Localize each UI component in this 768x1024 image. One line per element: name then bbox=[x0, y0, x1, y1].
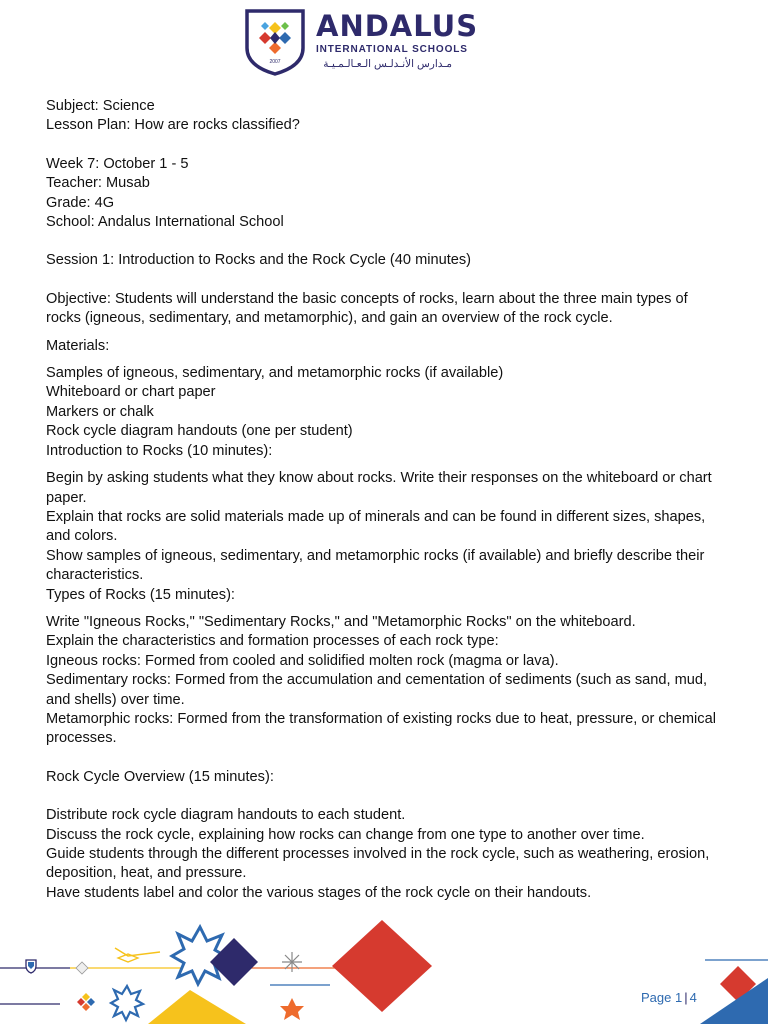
brand-block bbox=[316, 10, 478, 71]
materials-item: Samples of igneous, sedimentary, and metamorphic rocks (if available) bbox=[46, 365, 504, 382]
orange-star-icon bbox=[280, 998, 304, 1020]
shield-year: 2007 bbox=[269, 59, 281, 65]
asterisk-icon bbox=[282, 952, 302, 972]
cycle-item: Have students label and color the various stages of the rock cycle on their handouts. bbox=[46, 884, 592, 901]
page-label: Page bbox=[641, 990, 672, 1005]
rosette-icon bbox=[77, 993, 95, 1011]
session-title: Session 1: Introduction to Rocks and the Rock Cycle (40 minutes) bbox=[46, 252, 472, 269]
materials-item: Markers or chalk bbox=[46, 403, 154, 420]
week-line: Week 7: October 1 - 5 bbox=[46, 155, 189, 172]
school-line: School: Andalus International School bbox=[46, 214, 284, 231]
cycle-item: Distribute rock cycle diagram handouts to each student. bbox=[46, 807, 406, 824]
brand-name: ANDALUS bbox=[316, 9, 479, 43]
cycle-heading: Rock Cycle Overview (15 minutes): bbox=[46, 768, 274, 785]
red-diamond bbox=[332, 920, 432, 1012]
materials-heading: Materials: bbox=[46, 337, 110, 354]
page-current: 1 bbox=[675, 990, 683, 1005]
teacher-line: Teacher: Musab bbox=[46, 175, 150, 192]
types-item: Sedimentary rocks: Formed from the accumulation and cementation of sediments (such as sand, mud, and shells) over time. bbox=[46, 672, 712, 708]
types-item: Igneous rocks: Formed from cooled and solidified molten rock (magma or lava). bbox=[46, 652, 559, 669]
materials-item: Rock cycle diagram handouts (one per student) bbox=[46, 423, 353, 440]
grade-line: Grade: 4G bbox=[46, 194, 115, 211]
cycle-item: Guide students through the different processes involved in the rock cycle, such as weathering, erosion, deposition, heat, and pressure. bbox=[46, 846, 714, 882]
intro-item: Explain that rocks are solid materials made up of minerals and can be found in different sizes, shapes, and colors. bbox=[46, 508, 710, 545]
intro-item: Begin by asking students what they know about rocks. Write their responses on the whiteboard or chart paper. bbox=[46, 470, 716, 506]
types-heading: Types of Rocks (15 minutes): bbox=[46, 586, 235, 603]
page-header bbox=[0, 0, 768, 90]
types-item: Explain the characteristics and formation processes of each rock type: bbox=[46, 633, 499, 650]
school-shield-logo bbox=[244, 8, 306, 76]
small-diamond-icon bbox=[76, 962, 88, 974]
lesson-plan-line: Lesson Plan: How are rocks classified? bbox=[46, 117, 300, 134]
brand-arabic-name: مـدارس الأنـدلـس الـعـالـمـيـة bbox=[323, 58, 452, 70]
page-separator: | bbox=[684, 990, 688, 1005]
footer-decoration bbox=[0, 920, 768, 1024]
brand-subtitle: INTERNATIONAL SCHOOLS bbox=[316, 44, 468, 55]
intro-heading: Introduction to Rocks (10 minutes): bbox=[46, 442, 273, 459]
types-item: Metamorphic rocks: Formed from the transformation of existing rocks due to heat, pressure, or chemical processes. bbox=[46, 710, 721, 747]
intro-item: Show samples of igneous, sedimentary, and metamorphic rocks (if available) and briefly describe their characteristics. bbox=[46, 547, 709, 584]
subject-line: Subject: Science bbox=[46, 98, 155, 114]
cycle-item: Discuss the rock cycle, explaining how rocks can change from one type to another over time. bbox=[46, 826, 645, 843]
objective-paragraph: Objective: Students will understand the basic concepts of rocks, learn about the three main types of rocks (igneous, sedimentary, and metamorphic), and gain an overview of the rock cycle. bbox=[46, 290, 692, 327]
lesson-plan-body bbox=[46, 97, 726, 903]
yellow-triangle bbox=[148, 990, 246, 1024]
materials-item: Whiteboard or chart paper bbox=[46, 384, 216, 401]
page-total: 4 bbox=[689, 990, 697, 1005]
types-item: Write "Igneous Rocks," "Sedimentary Rocks," and "Metamorphic Rocks" on the whiteboard. bbox=[46, 613, 636, 630]
small-blue-star-icon bbox=[111, 986, 143, 1020]
page-number bbox=[641, 990, 697, 1005]
